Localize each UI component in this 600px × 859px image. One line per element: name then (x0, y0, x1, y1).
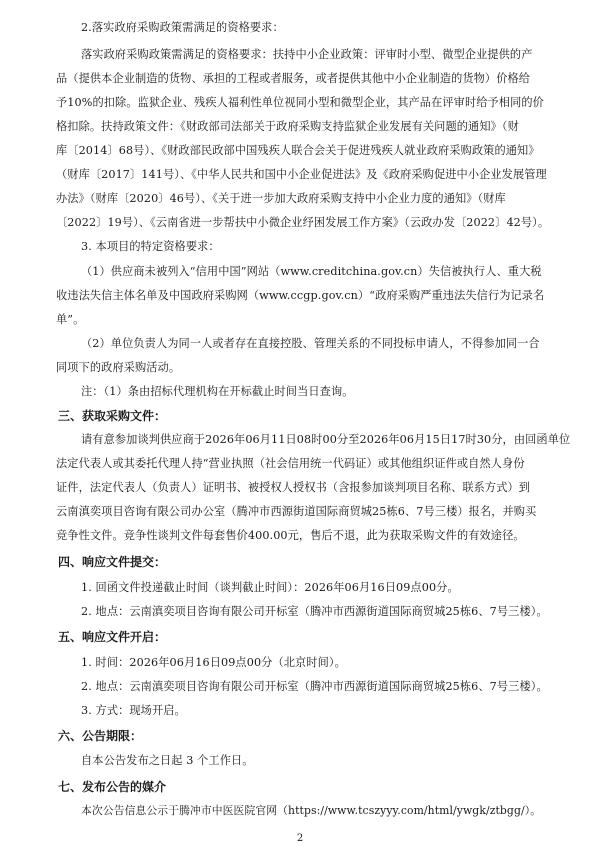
paragraph-line: 单”。 (56, 313, 85, 326)
subsection-heading-policy: 2.落实政府采购政策需满足的资格要求： (81, 21, 284, 34)
paragraph-line: 同项下的政府采购活动。 (56, 361, 181, 374)
list-item: 3. 方式：现场开启。 (81, 704, 186, 717)
paragraph-line: 证件，法定代表人（负责人）证明书、被授权人授权书（含报参加谈判项目名称、联系方式）到 (56, 481, 531, 494)
paragraph-line: （2）单位负责人为同一人或者存在直接控股、管理关系的不同投标申请人，不得参加同一合 (81, 337, 540, 350)
paragraph-line: 落实政府采购政策需满足的资格要求：扶持中小企业政策：评审时小型、微型企业提供的产 (81, 48, 533, 61)
paragraph-line: 自本公告发布之日起 3 个工作日。 (81, 754, 254, 767)
list-item: 2. 地点：云南滇奕项目咨询有限公司开标室（腾冲市西源街道国际商贸城25栋6、7号三楼）。 (81, 680, 548, 693)
section-heading-opening: 五、响应文件开启： (58, 630, 167, 644)
note-line: 注：（1）条由招标代理机构在开标截止时间当日查询。 (81, 385, 354, 398)
paragraph-line: 请有意参加谈判供应商于2026年06月11日08时00分至2026年06月15日17时30分，由回函单位 (81, 433, 571, 446)
section-heading-media: 七、发布公告的媒介 (58, 780, 167, 794)
section-heading-obtain-documents: 三、获取采购文件： (58, 409, 167, 423)
paragraph-line: 〔2022〕19号）、《云南省进一步帮扶中小微企业纾困发展工作方案》（云政办发〔2022〕42号）。 (56, 216, 550, 229)
list-item: 1. 回函文件投递截止时间（谈判截止时间）：2026年06月16日09点00分。 (81, 581, 459, 594)
paragraph-line: 格扣除。扶持政策文件：《财政部司法部关于政府采购支持监狱企业发展有关问题的通知》（财 (56, 120, 519, 133)
page-number: 2 (296, 833, 304, 844)
paragraph-line: 收违法失信主体名单及中国政府采购网（www.ccgp.gov.cn）“政府采购严重违法失信行为记录名 (56, 289, 545, 302)
list-item: 2. 地点：云南滇奕项目咨询有限公司开标室（腾冲市西源街道国际商贸城25栋6、7号三楼）。 (81, 605, 548, 618)
paragraph-line: 本次公告信息公示于腾冲市中医医院官网（https://www.tcszyyy.com/html/ywgk/ztbgg/）。 (81, 804, 542, 817)
paragraph-line: 云南滇奕项目咨询有限公司办公室（腾冲市西源街道国际商贸城25栋6、7号三楼）报名，并购买 (56, 505, 537, 518)
section-heading-announcement-period: 六、公告期限： (58, 729, 143, 743)
section-heading-submission: 四、响应文件提交： (58, 555, 167, 569)
list-item: 1. 时间：2026年06月16日09点00分（北京时间）。 (81, 656, 346, 669)
paragraph-line: 法定代表人或其委托代理人持“营业执照（社会信用统一代码证）或其他组织证件或自然人身份 (56, 457, 525, 470)
subsection-heading-specific: 3. 本项目的特定资格要求： (81, 240, 220, 253)
paragraph-line: 库〔2014〕68号）、《财政部民政部中国残疾人联合会关于促进残疾人就业政府采购政策的通知》 (56, 144, 540, 157)
paragraph-line: （1）供应商未被列入“信用中国”网站（www.creditchina.gov.cn）失信被执行人、重大税 (81, 265, 542, 278)
paragraph-line: 竞争性文件。竞争性谈判文件每套售价400.00元，售后不退，此为获取采购文件的有效途径。 (56, 529, 525, 542)
paragraph-line: 予10%的扣除。监狱企业、残疾人福利性单位视同小型和微型企业，其产品在评审时给予相同的价 (56, 96, 544, 109)
paragraph-line: 办法》（财库〔2020〕46号）、《关于进一步加大政府采购支持中小企业力度的通知》（财库 (56, 192, 506, 205)
paragraph-line: （财库〔2017〕141号）、《中华人民共和国中小企业促进法》及《政府采购促进中小企业发展管理 (56, 168, 547, 181)
paragraph-line: 品（提供本企业制造的货物、承担的工程或者服务，或者提供其他中小企业制造的货物）价格给 (56, 72, 531, 85)
